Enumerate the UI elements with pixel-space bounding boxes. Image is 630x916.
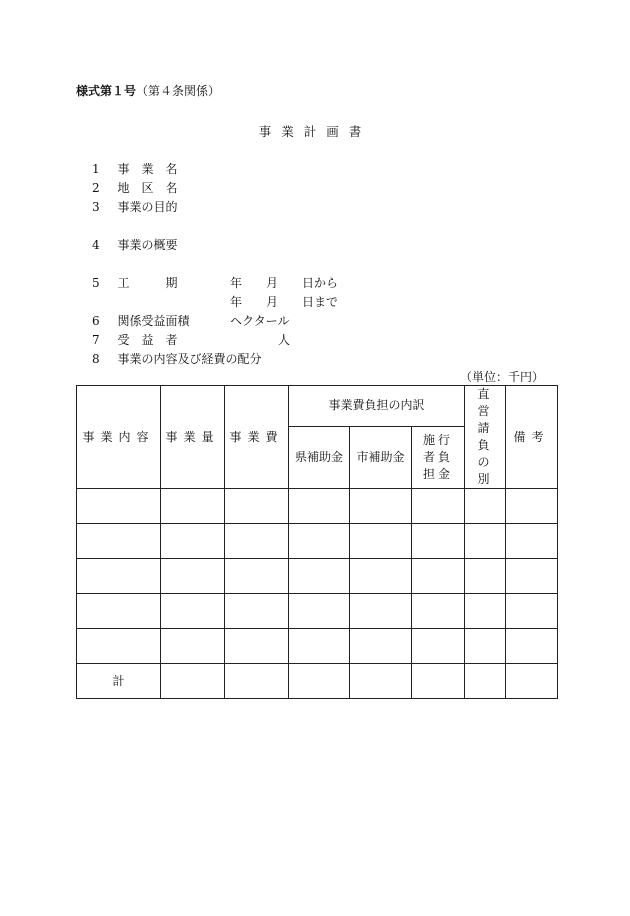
header-breakdown: 事業費負担の内訳 — [289, 386, 465, 427]
header-method: 直営請負の別 — [465, 386, 506, 489]
list-item — [92, 274, 177, 291]
period-end: 年 月 日まで — [230, 295, 339, 309]
table-row — [77, 524, 558, 559]
table-cell[interactable] — [412, 629, 465, 664]
table-cell[interactable] — [289, 559, 350, 594]
table-cell[interactable] — [289, 524, 350, 559]
header-remarks: 備考 — [506, 386, 558, 489]
form-number-label: 様式第１号 — [76, 84, 137, 98]
list-item — [92, 350, 261, 367]
table-cell[interactable] — [412, 489, 465, 524]
table-cell[interactable] — [506, 594, 558, 629]
table-row — [77, 559, 558, 594]
table-cell[interactable] — [77, 629, 161, 664]
header-quantity: 事業量 — [161, 386, 225, 489]
table-cell[interactable] — [225, 524, 289, 559]
header-pref-subsidy: 県補助金 — [289, 426, 350, 488]
table-cell[interactable] — [506, 524, 558, 559]
item-number: 6 — [92, 314, 100, 328]
item-label: 受 益 者 — [117, 333, 178, 347]
table-cell[interactable] — [289, 629, 350, 664]
table-cell[interactable] — [412, 559, 465, 594]
list-item — [92, 331, 177, 348]
item-number: 7 — [92, 333, 100, 347]
table-cell[interactable] — [465, 524, 506, 559]
table-cell[interactable] — [77, 559, 161, 594]
form-number — [76, 82, 220, 99]
header-content: 事業内容 — [77, 386, 161, 489]
table-cell[interactable] — [77, 489, 161, 524]
unit-note: （単位：千円） — [459, 370, 544, 384]
table-cell[interactable] — [506, 489, 558, 524]
item-label: 工 期 — [117, 276, 178, 290]
table-cell[interactable] — [506, 664, 558, 699]
table-cell[interactable] — [161, 664, 225, 699]
header-city-subsidy: 市補助金 — [350, 426, 412, 488]
table-cell[interactable] — [465, 629, 506, 664]
item-number: 4 — [92, 238, 100, 252]
table-cell[interactable] — [289, 594, 350, 629]
table-cell[interactable] — [506, 559, 558, 594]
table-cell[interactable] — [225, 664, 289, 699]
item-number: 1 — [92, 162, 100, 176]
table-cell[interactable] — [350, 489, 412, 524]
page-title: 事業計画書 — [258, 124, 372, 139]
item-number: 8 — [92, 352, 100, 366]
area-unit: ヘクタール — [230, 314, 290, 328]
table-cell[interactable] — [161, 489, 225, 524]
table-cell[interactable] — [412, 524, 465, 559]
list-item — [92, 236, 177, 253]
total-row — [77, 664, 558, 699]
total-label: 計 — [77, 664, 161, 699]
table-cell[interactable] — [350, 524, 412, 559]
item-number: 3 — [92, 200, 100, 214]
list-item — [92, 198, 177, 215]
table-cell[interactable] — [161, 594, 225, 629]
table-cell[interactable] — [161, 524, 225, 559]
table-cell[interactable] — [350, 629, 412, 664]
list-item — [92, 312, 189, 329]
item-label: 事業の内容及び経費の配分 — [117, 352, 262, 366]
table-cell[interactable] — [350, 594, 412, 629]
table-row — [77, 594, 558, 629]
header-cost: 事業費 — [225, 386, 289, 489]
table-cell[interactable] — [225, 559, 289, 594]
item-label: 関係受益面積 — [117, 314, 190, 328]
table-cell[interactable] — [225, 594, 289, 629]
table-cell[interactable] — [350, 559, 412, 594]
table-cell[interactable] — [465, 594, 506, 629]
table-row — [77, 629, 558, 664]
table-cell[interactable] — [225, 629, 289, 664]
table-cell[interactable] — [412, 664, 465, 699]
form-relation: （第４条関係） — [136, 84, 221, 98]
table-cell[interactable] — [465, 559, 506, 594]
budget-table — [76, 385, 558, 699]
beneficiary-unit: 人 — [278, 333, 291, 347]
table-cell[interactable] — [289, 664, 350, 699]
item-number: 2 — [92, 181, 100, 195]
table-cell[interactable] — [465, 664, 506, 699]
table-cell[interactable] — [350, 664, 412, 699]
item-number: 5 — [92, 276, 100, 290]
table-cell[interactable] — [225, 489, 289, 524]
table-cell[interactable] — [161, 629, 225, 664]
table-cell[interactable] — [465, 489, 506, 524]
item-label: 地 区 名 — [117, 181, 178, 195]
table-cell[interactable] — [412, 594, 465, 629]
period-start: 年 月 日から — [230, 276, 339, 290]
table-cell[interactable] — [161, 559, 225, 594]
table-cell[interactable] — [77, 594, 161, 629]
item-label: 事業の目的 — [117, 200, 178, 214]
table-cell[interactable] — [289, 489, 350, 524]
list-item — [92, 179, 177, 196]
item-label: 事業の概要 — [117, 238, 178, 252]
table-row — [77, 489, 558, 524]
list-item — [92, 160, 177, 177]
item-label: 事 業 名 — [117, 162, 178, 176]
table-cell[interactable] — [506, 629, 558, 664]
header-executor-share: 施行者負担金 — [412, 426, 465, 488]
table-cell[interactable] — [77, 524, 161, 559]
